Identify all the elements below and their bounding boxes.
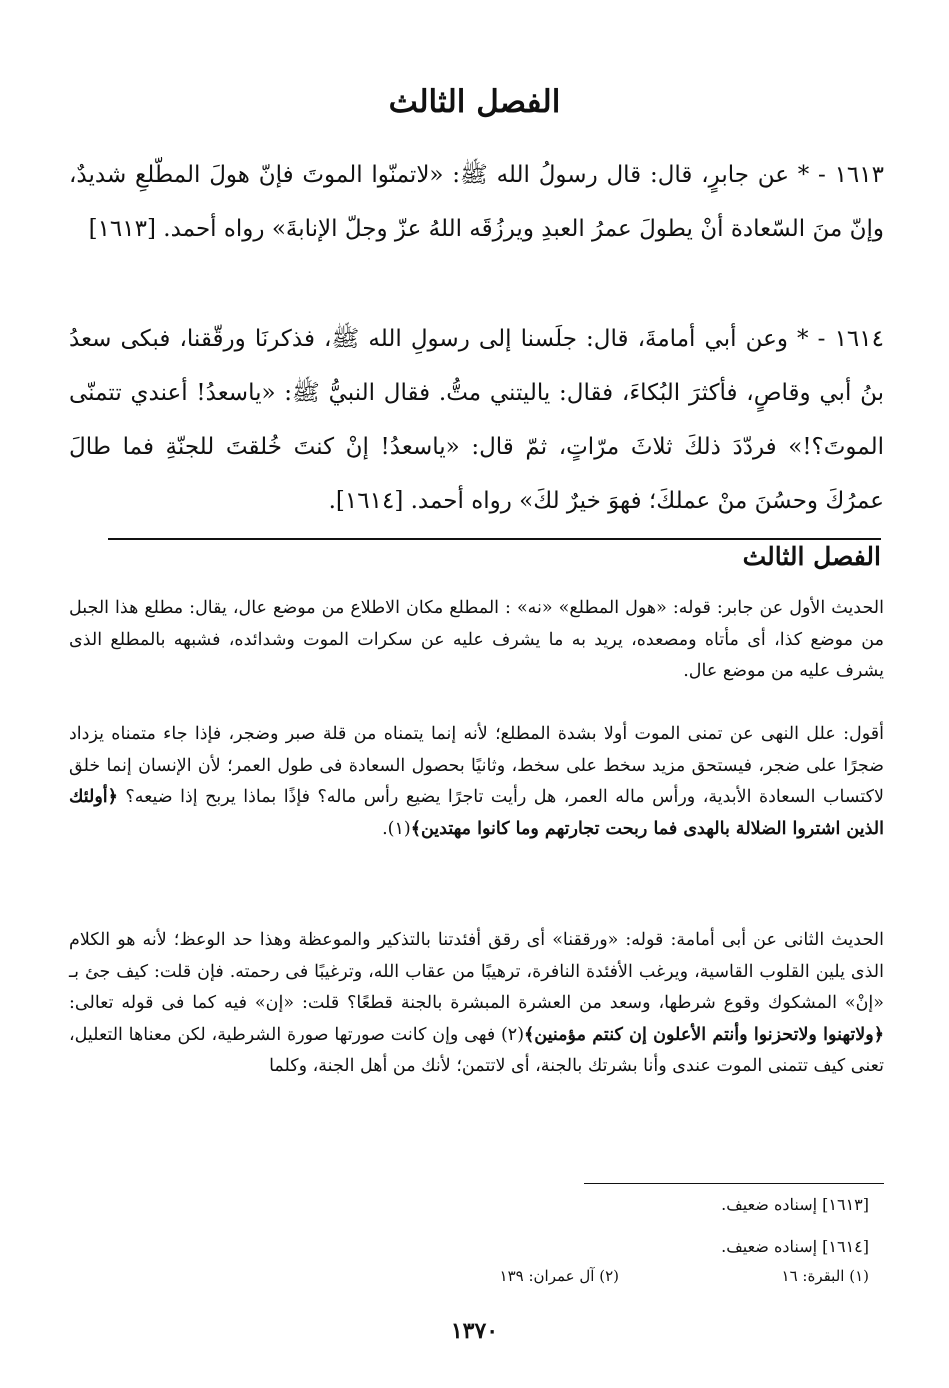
commentary-paragraph-3: [69, 925, 884, 1083]
commentary-paragraph-2: [69, 719, 884, 845]
commentary-title: الفصل الثالث: [742, 542, 881, 571]
page-number: ١٣٧٠: [450, 1318, 499, 1344]
quran-quote-baqarah: ﴿أولئك الذين اشتروا الضلالة بالهدى فما ربحت تجارتهم وما كانوا مهتدين﴾: [69, 787, 884, 839]
quran-quote-al-imran: ﴿ولاتهنوا ولاتحزنوا وأنتم الأعلون إن كنتم مؤمنين﴾: [524, 1024, 884, 1045]
section-title: الفصل الثالث: [388, 84, 561, 120]
paragraph-2-tail: (١).: [382, 818, 411, 839]
footnote-1614: [١٦١٤] إسناده ضعيف.: [721, 1237, 869, 1256]
footnote-ref-2: (٢) آل عمران: ١٣٩: [499, 1267, 619, 1285]
footnote-ref-1: (١) البقرة: ١٦: [781, 1267, 869, 1285]
footnote-rule: [584, 1183, 884, 1184]
paragraph-3-tail: (٢) فهى وإن كانت صورتها صورة الشرطية، لكن معناها التعليل، تعنى كيف تتمنى الموت عندى وأنا بشرتك بالجنة، أى لاتتمن؛ لأنك من أهل الجنة، وكلما: [69, 1024, 884, 1076]
paragraph-2-text: أقول: علل النهى عن تمنى الموت أولا بشدة المطلع؛ لأنه إنما يتمناه من قلة صبر وضجر، فإذا جاء متمناه يزداد ضجرًا على ضجر، فيستحق مزيد سخط على سخط، وثانيًا بحصول السعادة فى طول العمر؛ لأن الإنسان إنما خلق لاكتساب السعادة الأبدية، ورأس ماله العمر، هل رأيت تاجرًا يضيع رأس ماله؟ فإذًا بماذا يربح إذا ضيعه؟: [69, 724, 884, 807]
hadith-1614: ١٦١٤ - * وعن أبي أمامةَ، قال: جلَسنا إلى رسولِ الله ﷺ، فذكرنَا ورقّقنا، فبكى سعدُ بنُ أبي وقاصٍ، فأكثرَ البُكاءَ، فقال: ياليتني متُّ. فقال النبيُّ ﷺ: «ياسعدُ! أعندي تتمنّى الموتَ؟!» فردّدَ ذلكَ ثلاثَ مرّاتٍ، ثمّ قال: «ياسعدُ! إنْ كنتَ خُلقتَ للجنّةِ فما طالَ عمرُكَ وحسُنَ منْ عملكَ؛ فهوَ خيرٌ لكَ» رواه أحمد. [١٦١٤].: [69, 326, 884, 514]
paragraph-3-text: الحديث الثانى عن أبى أمامة: قوله: «ورققنا» أى رقق أفئدتنا بالتذكير والموعظة وهذا حد الوعظ؛ لأنه هو الكلام الذى يلين القلوب القاسية، ويرغب الأفئدة النافرة، ترهيبًا من عقاب الله، وترغيبًا فى رحمته. فإن قلت: كيف جئ بـ «إنْ» المشكوك وقوع شرطها، وسعد من العشرة المبشرة بالجنة قطعًا؟ قلت: «إن» فيه كما فى قوله تعالى:: [69, 930, 884, 1013]
commentary-paragraph-1: الحديث الأول عن جابر: قوله: «هول المطلع» «نه» : المطلع مكان الاطلاع من موضع عال، يقال: مطلع هذا الجبل من موضع كذا، أى مأتاه ومصعده، يريد به ما يشرف عليه عن سكرات الموت وشدائده، فشبهه بالمطلع الذى يشرف عليه من موضع عال.: [69, 598, 884, 681]
hadith-1613: ١٦١٣ - * عن جابرٍ، قال: قال رسولُ الله ﷺ: «لاتمنّوا الموتَ فإنّ هولَ المطّلعِ شديدٌ، وإنّ منَ السّعادة أنْ يطولَ عمرُ العبدِ ويرزُقَه اللهُ عزّ وجلّ الإنابةَ» رواه أحمد. [١٦١٣]: [69, 162, 884, 242]
footnote-1613: [١٦١٣] إسناده ضعيف.: [721, 1195, 869, 1214]
separator-rule: [108, 538, 881, 540]
